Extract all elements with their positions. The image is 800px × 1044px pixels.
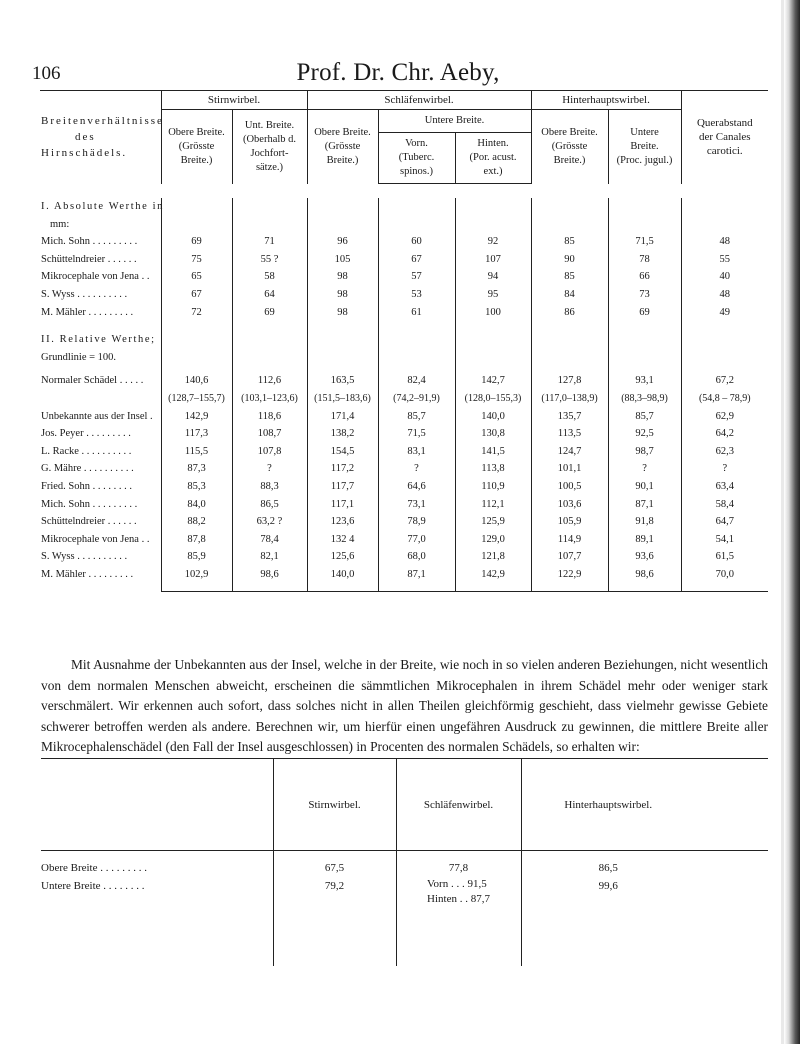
group-header-stirnwirbel: Stirnwirbel. bbox=[161, 91, 307, 110]
cell-value: 84,0 bbox=[161, 496, 232, 514]
table2-value-brace bbox=[396, 877, 521, 908]
cell-value: 96 bbox=[307, 233, 378, 251]
normal-range: (54,8 – 78,9) bbox=[681, 390, 768, 408]
cell-value: 69 bbox=[232, 304, 307, 322]
col-header-untere-hinten bbox=[455, 133, 531, 184]
cell-value: 91,8 bbox=[608, 513, 681, 531]
cell-value: 98 bbox=[307, 304, 378, 322]
normal-value: 163,5 bbox=[307, 372, 378, 390]
normal-value: 140,6 bbox=[161, 372, 232, 390]
table-row bbox=[41, 566, 768, 584]
group-header-schlaefenwirbel: Schläfenwirbel. bbox=[307, 91, 531, 110]
cell-value: 87,3 bbox=[161, 460, 232, 478]
table2-value-hinten: Hinten . . 87,7 bbox=[427, 893, 490, 905]
section2-title: II. Relative Werthe; bbox=[41, 334, 156, 346]
table2-value: 67,5 bbox=[273, 859, 396, 877]
section1-title: I. Absolute Werthe in bbox=[41, 201, 164, 212]
col2-line4: sätze.) bbox=[255, 161, 284, 173]
col1-line2: (Grösste bbox=[178, 140, 215, 152]
normal-range: (128,7–155,7) bbox=[161, 390, 232, 408]
table2-value: 99,6 bbox=[521, 877, 695, 908]
cell-value: 129,0 bbox=[455, 531, 531, 549]
normal-range: (74,2–91,9) bbox=[378, 390, 455, 408]
col5-line1: Hinten. bbox=[477, 138, 509, 149]
normal-range: (117,0–138,9) bbox=[531, 390, 608, 408]
cell-value: 86 bbox=[531, 304, 608, 322]
corner-line-3: Hirnschädels. bbox=[41, 147, 128, 160]
book-spine-edge bbox=[784, 0, 800, 1044]
table2-row-untere bbox=[41, 877, 768, 908]
group-header-hinterhauptswirbel: Hinterhauptswirbel. bbox=[531, 91, 681, 110]
cell-value: 75 bbox=[161, 251, 232, 269]
col6-line3: Breite.) bbox=[553, 154, 586, 166]
table2-value: 86,5 bbox=[521, 859, 695, 877]
cell-value: 85,7 bbox=[608, 408, 681, 426]
row-label: M. Mähler . . . . . . . . . bbox=[41, 568, 134, 580]
table2-value: 79,2 bbox=[273, 877, 396, 908]
cell-value: 132 4 bbox=[307, 531, 378, 549]
col3-line3: Breite.) bbox=[326, 154, 359, 166]
cell-value: 54,1 bbox=[681, 531, 768, 549]
row-label: L. Racke . . . . . . . . . . bbox=[41, 445, 132, 457]
normal-value: 127,8 bbox=[531, 372, 608, 390]
cell-value: 87,8 bbox=[161, 531, 232, 549]
normal-range-row bbox=[41, 390, 768, 408]
cell-value: 48 bbox=[681, 233, 768, 251]
table2-value-vorn: Vorn . . . 91,5 bbox=[427, 878, 487, 890]
table2-header-hinter: Hinterhauptswirbel. bbox=[521, 759, 695, 851]
section-heading-relative bbox=[41, 331, 768, 349]
cell-value: 64 bbox=[232, 286, 307, 304]
cell-value: 78,4 bbox=[232, 531, 307, 549]
normal-value: 82,4 bbox=[378, 372, 455, 390]
table-row bbox=[41, 233, 768, 251]
cell-value: 117,7 bbox=[307, 478, 378, 496]
cell-value: 73 bbox=[608, 286, 681, 304]
cell-value: 107,7 bbox=[531, 548, 608, 566]
row-label: Unbekannte aus der Insel . bbox=[41, 410, 153, 422]
cell-value: 78,9 bbox=[378, 513, 455, 531]
body-paragraph bbox=[41, 655, 768, 758]
normal-value: 93,1 bbox=[608, 372, 681, 390]
cell-value: 58 bbox=[232, 268, 307, 286]
col-header-hinter-untere bbox=[608, 110, 681, 184]
cell-value: 88,2 bbox=[161, 513, 232, 531]
page-number: 106 bbox=[32, 63, 61, 84]
row-label: Mich. Sohn . . . . . . . . . bbox=[41, 236, 138, 248]
absolute-values-rows bbox=[41, 233, 768, 321]
cell-value: 53 bbox=[378, 286, 455, 304]
cell-value: 115,5 bbox=[161, 443, 232, 461]
table2-row-label: Untere Breite . . . . . . . . bbox=[41, 880, 145, 892]
col2-line3: Jochfort- bbox=[250, 147, 289, 159]
cell-value: 70,0 bbox=[681, 566, 768, 584]
cell-value: 117,1 bbox=[307, 496, 378, 514]
cell-value: 125,9 bbox=[455, 513, 531, 531]
cell-value: 138,2 bbox=[307, 425, 378, 443]
col4-line3: spinos.) bbox=[400, 166, 433, 177]
cell-value: 73,1 bbox=[378, 496, 455, 514]
cell-value: 55 ? bbox=[232, 251, 307, 269]
col7-line1: Untere bbox=[630, 126, 659, 138]
row-label: Mikrocephale von Jena . . bbox=[41, 533, 150, 545]
table2-header-schlaefen: Schläfenwirbel. bbox=[396, 759, 521, 851]
cell-value: 135,7 bbox=[531, 408, 608, 426]
table2-row-label: Obere Breite . . . . . . . . . bbox=[41, 862, 147, 874]
cell-value: 98,7 bbox=[608, 443, 681, 461]
normal-range: (103,1–123,6) bbox=[232, 390, 307, 408]
cell-value: 113,8 bbox=[455, 460, 531, 478]
table-row bbox=[41, 478, 768, 496]
cell-value: 69 bbox=[608, 304, 681, 322]
cell-value: 112,1 bbox=[455, 496, 531, 514]
cell-value: 58,4 bbox=[681, 496, 768, 514]
normal-range: (128,0–155,3) bbox=[455, 390, 531, 408]
cell-value: 71,5 bbox=[378, 425, 455, 443]
cell-value: 90,1 bbox=[608, 478, 681, 496]
cell-value: 89,1 bbox=[608, 531, 681, 549]
cell-value: ? bbox=[608, 460, 681, 478]
table-row bbox=[41, 548, 768, 566]
cell-value: 140,0 bbox=[307, 566, 378, 584]
corner-line-2: des bbox=[75, 131, 96, 144]
cell-value: 86,5 bbox=[232, 496, 307, 514]
table-row bbox=[41, 496, 768, 514]
cell-value: ? bbox=[681, 460, 768, 478]
cell-value: 110,9 bbox=[455, 478, 531, 496]
col5-line3: ext.) bbox=[483, 166, 503, 177]
col-header-untere-vorn bbox=[378, 133, 455, 184]
cell-value: 57 bbox=[378, 268, 455, 286]
cell-value: 101,1 bbox=[531, 460, 608, 478]
normal-row-label: Normaler Schädel . . . . . bbox=[41, 375, 144, 387]
table2-row-obere bbox=[41, 859, 768, 877]
cell-value: 125,6 bbox=[307, 548, 378, 566]
group-header-untere-breite: Untere Breite. bbox=[378, 110, 531, 133]
cell-value: 95 bbox=[455, 286, 531, 304]
cell-value: 64,6 bbox=[378, 478, 455, 496]
cell-value: 107,8 bbox=[232, 443, 307, 461]
cell-value: 71 bbox=[232, 233, 307, 251]
col-header-querabstand bbox=[681, 91, 768, 184]
section2-subtitle: Grundlinie = 100. bbox=[41, 351, 117, 363]
cell-value: 154,5 bbox=[307, 443, 378, 461]
cell-value: 62,3 bbox=[681, 443, 768, 461]
cell-value: 123,6 bbox=[307, 513, 378, 531]
col8-line3: carotici. bbox=[706, 145, 743, 158]
row-label: Mich. Sohn . . . . . . . . . bbox=[41, 498, 138, 510]
cell-value: 142,9 bbox=[161, 408, 232, 426]
cell-value: 68,0 bbox=[378, 548, 455, 566]
relative-values-rows bbox=[41, 408, 768, 584]
cell-value: 100,5 bbox=[531, 478, 608, 496]
cell-value: 82,1 bbox=[232, 548, 307, 566]
section-heading-absolute bbox=[41, 198, 768, 216]
cell-value: 87,1 bbox=[378, 566, 455, 584]
cell-value: 117,2 bbox=[307, 460, 378, 478]
col7-line2: Breite. bbox=[630, 140, 659, 152]
row-label: Fried. Sohn . . . . . . . . bbox=[41, 480, 133, 492]
row-label: Schüttelndreier . . . . . . bbox=[41, 516, 137, 528]
col8-line1: Querabstand bbox=[696, 117, 753, 130]
cell-value: 122,9 bbox=[531, 566, 608, 584]
cell-value: ? bbox=[378, 460, 455, 478]
cell-value: 114,9 bbox=[531, 531, 608, 549]
normal-value: 67,2 bbox=[681, 372, 768, 390]
cell-value: 65 bbox=[161, 268, 232, 286]
row-label: Jos. Peyer . . . . . . . . . bbox=[41, 428, 131, 440]
cell-value: 141,5 bbox=[455, 443, 531, 461]
cell-value: 103,6 bbox=[531, 496, 608, 514]
col-header-schlaefen-obere bbox=[307, 110, 378, 184]
col7-line3: (Proc. jugul.) bbox=[616, 154, 673, 166]
row-label: G. Mähre . . . . . . . . . . bbox=[41, 463, 134, 475]
page-header bbox=[28, 55, 768, 95]
col2-line2: (Oberhalb d. bbox=[242, 133, 297, 145]
cell-value: 107 bbox=[455, 251, 531, 269]
table2-header-empty bbox=[695, 759, 768, 851]
cell-value: 142,9 bbox=[455, 566, 531, 584]
cell-value: 105 bbox=[307, 251, 378, 269]
cell-value: 49 bbox=[681, 304, 768, 322]
cell-value: 105,9 bbox=[531, 513, 608, 531]
col6-line2: (Grösste bbox=[551, 140, 588, 152]
row-label: Mikrocephale von Jena . . bbox=[41, 271, 150, 283]
cell-value: 66 bbox=[608, 268, 681, 286]
cell-value: 100 bbox=[455, 304, 531, 322]
section1-subtitle: mm: bbox=[50, 218, 70, 230]
table-row bbox=[41, 513, 768, 531]
table-row bbox=[41, 531, 768, 549]
cell-value: 85 bbox=[531, 233, 608, 251]
cell-value: 71,5 bbox=[608, 233, 681, 251]
table-row bbox=[41, 268, 768, 286]
percent-summary-table bbox=[41, 759, 768, 966]
cell-value: 130,8 bbox=[455, 425, 531, 443]
col3-line1: Obere Breite. bbox=[314, 126, 371, 138]
cell-value: 69 bbox=[161, 233, 232, 251]
col5-line2: (Por. acust. bbox=[469, 152, 517, 163]
table-row bbox=[41, 425, 768, 443]
table-corner-header bbox=[41, 91, 164, 184]
cell-value: 61 bbox=[378, 304, 455, 322]
col-header-stirn-untere bbox=[232, 110, 307, 184]
cell-value: 67 bbox=[378, 251, 455, 269]
cell-value: 40 bbox=[681, 268, 768, 286]
cell-value: 92,5 bbox=[608, 425, 681, 443]
row-label: S. Wyss . . . . . . . . . . bbox=[41, 551, 128, 563]
table2-header-stirn: Stirnwirbel. bbox=[273, 759, 396, 851]
col8-line2: der Canales bbox=[698, 131, 751, 144]
table-row bbox=[41, 408, 768, 426]
cell-value: 88,3 bbox=[232, 478, 307, 496]
cell-value: 77,0 bbox=[378, 531, 455, 549]
cell-value: 62,9 bbox=[681, 408, 768, 426]
cell-value: 124,7 bbox=[531, 443, 608, 461]
col-header-stirn-obere bbox=[161, 110, 232, 184]
col1-line1: Obere Breite. bbox=[168, 126, 225, 138]
table-row bbox=[41, 460, 768, 478]
col-header-hinter-obere bbox=[531, 110, 608, 184]
table-row bbox=[41, 251, 768, 269]
cell-value: 113,5 bbox=[531, 425, 608, 443]
col3-line2: (Grösste bbox=[324, 140, 361, 152]
cell-value: 64,2 bbox=[681, 425, 768, 443]
table-row bbox=[41, 443, 768, 461]
cell-value: 85,7 bbox=[378, 408, 455, 426]
cell-value: 140,0 bbox=[455, 408, 531, 426]
cell-value: 92 bbox=[455, 233, 531, 251]
cell-value: 64,7 bbox=[681, 513, 768, 531]
cell-value: 94 bbox=[455, 268, 531, 286]
cell-value: 83,1 bbox=[378, 443, 455, 461]
cell-value: 98 bbox=[307, 268, 378, 286]
cell-value: 60 bbox=[378, 233, 455, 251]
table2-value: 77,8 bbox=[396, 859, 521, 877]
row-label: M. Mähler . . . . . . . . . bbox=[41, 306, 134, 318]
row-label: S. Wyss . . . . . . . . . . bbox=[41, 288, 128, 300]
table-row bbox=[41, 286, 768, 304]
cell-value: 93,6 bbox=[608, 548, 681, 566]
cell-value: 55 bbox=[681, 251, 768, 269]
cell-value: 121,8 bbox=[455, 548, 531, 566]
corner-line-1: Breitenverhältnisse bbox=[41, 115, 164, 128]
cell-value: 85,3 bbox=[161, 478, 232, 496]
relative-section bbox=[41, 321, 768, 407]
normal-value: 112,6 bbox=[232, 372, 307, 390]
cell-value: 84 bbox=[531, 286, 608, 304]
cell-value: 67 bbox=[161, 286, 232, 304]
col4-line1: Vorn. bbox=[405, 138, 428, 149]
cell-value: 63,4 bbox=[681, 478, 768, 496]
cell-value: 108,7 bbox=[232, 425, 307, 443]
table-row bbox=[41, 304, 768, 322]
normal-range: (88,3–98,9) bbox=[608, 390, 681, 408]
col2-line1: Unt. Breite. bbox=[244, 119, 295, 131]
table-body bbox=[41, 184, 768, 234]
breadth-ratios-table bbox=[41, 91, 768, 592]
col1-line3: Breite.) bbox=[180, 154, 213, 166]
cell-value: 102,9 bbox=[161, 566, 232, 584]
cell-value: 63,2 ? bbox=[232, 513, 307, 531]
cell-value: 85,9 bbox=[161, 548, 232, 566]
cell-value: 90 bbox=[531, 251, 608, 269]
normal-value: 142,7 bbox=[455, 372, 531, 390]
normal-range: (151,5–183,6) bbox=[307, 390, 378, 408]
cell-value: 72 bbox=[161, 304, 232, 322]
normal-skull-row bbox=[41, 372, 768, 390]
running-title: Prof. Dr. Chr. Aeby, bbox=[296, 59, 500, 86]
cell-value: 117,3 bbox=[161, 425, 232, 443]
cell-value: ? bbox=[232, 460, 307, 478]
cell-value: 98 bbox=[307, 286, 378, 304]
cell-value: 171,4 bbox=[307, 408, 378, 426]
col4-line2: (Tuberc. bbox=[398, 152, 435, 163]
cell-value: 85 bbox=[531, 268, 608, 286]
cell-value: 98,6 bbox=[608, 566, 681, 584]
table2-corner bbox=[41, 759, 273, 851]
cell-value: 98,6 bbox=[232, 566, 307, 584]
cell-value: 87,1 bbox=[608, 496, 681, 514]
cell-value: 61,5 bbox=[681, 548, 768, 566]
row-label: Schüttelndreier . . . . . . bbox=[41, 253, 137, 265]
cell-value: 118,6 bbox=[232, 408, 307, 426]
cell-value: 48 bbox=[681, 286, 768, 304]
cell-value: 78 bbox=[608, 251, 681, 269]
col6-line1: Obere Breite. bbox=[541, 126, 598, 138]
paragraph-text: Mit Ausnahme der Unbekannten aus der Insel, welche in der Breite, wie noch in so vielen anderen Beziehungen, nicht wesentlich von dem normalen Menschen abweicht, erscheinen die sämmtlichen Mikrocephalen in ihrem Schädel mehr oder weniger stark verschmälert. Wir erkennen auch sofort, dass solches nicht in allen Theilen gleichförmig geschieht, dass vielmehr gewisse Gebiete schwerer betroffen werden als andere. Berechnen wir, um hierfür einen ungefähren Ausdruck zu gewinnen, die mittlere Breite aller Mikrocephalenschädel (den Fall der Insel ausgeschlossen) in Procenten des normalen Schädels, so erhalten wir: bbox=[41, 657, 768, 754]
